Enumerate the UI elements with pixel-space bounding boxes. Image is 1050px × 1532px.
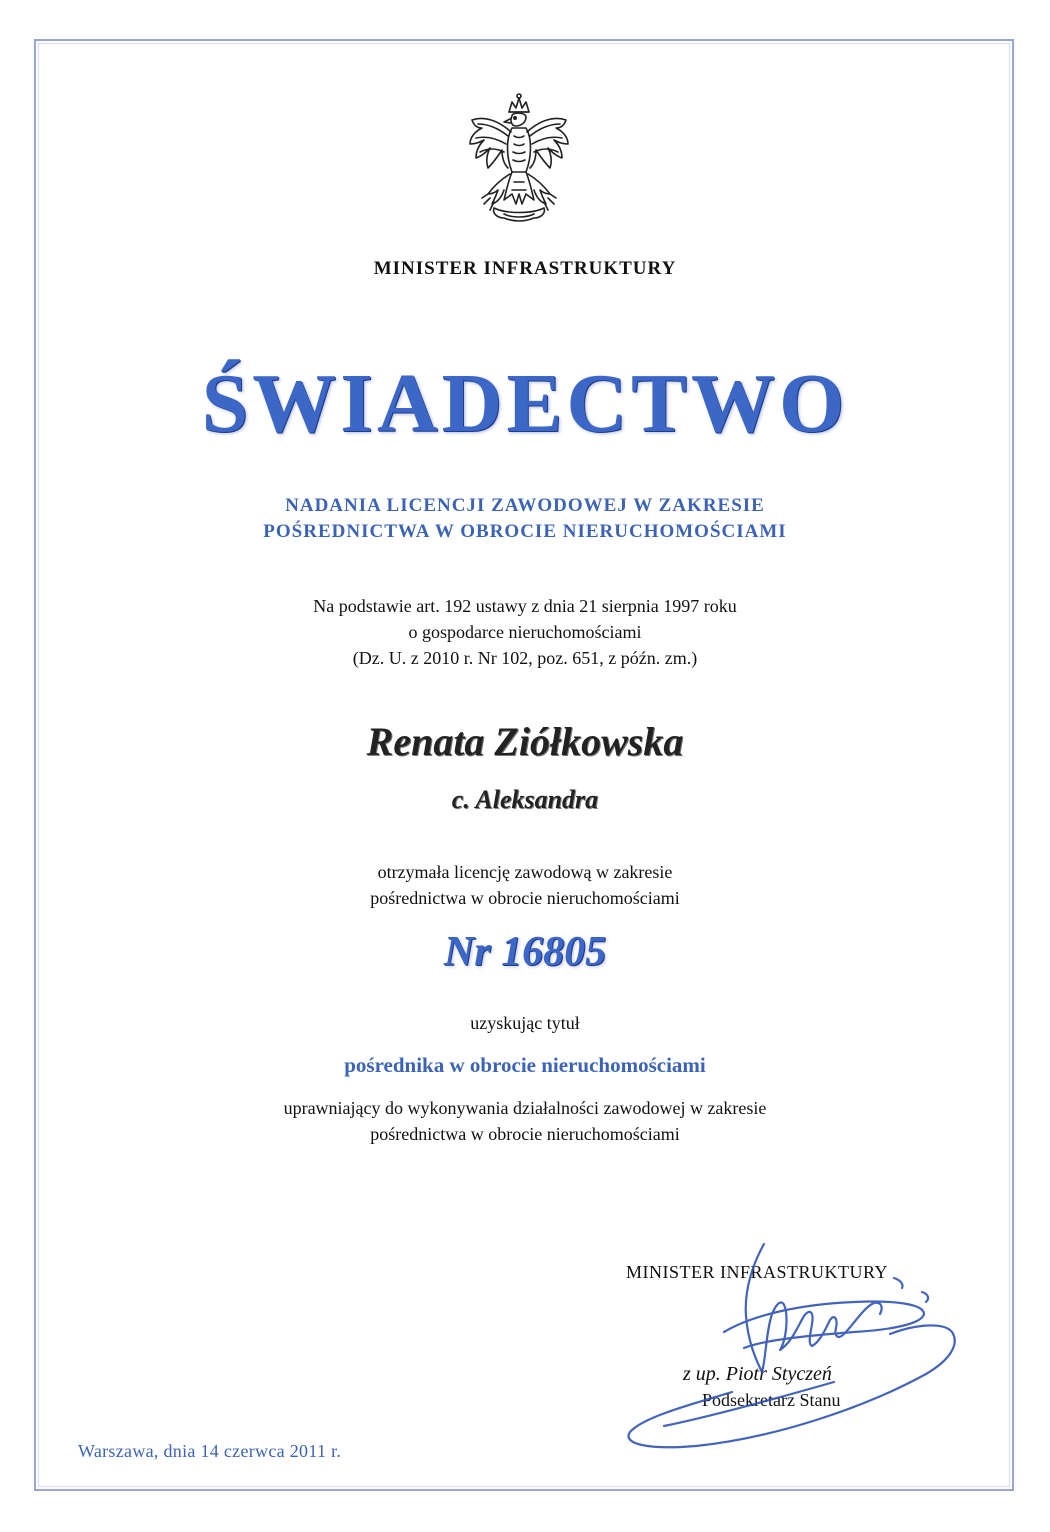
issuer-heading: MINISTER INFRASTRUKTURY (373, 258, 677, 279)
license-number: Nr 16805 (443, 929, 607, 975)
legal-basis-line-1: Na podstawie art. 192 ustawy z dnia 21 sierpnia 1997 roku (313, 596, 737, 616)
document-subtitle-line-1: NADANIA LICENCJI ZAWODOWEJ W ZAKRESIE (285, 495, 765, 516)
document-subtitle-line-2: POŚREDNICTWA W OBROCIE NIERUCHOMOŚCIAMI (263, 521, 787, 542)
holder-name: Renata Ziółkowska (366, 719, 684, 764)
holder-father-name: c. Aleksandra (451, 785, 599, 814)
document-title: ŚWIADECTWO (201, 357, 849, 450)
license-received-line-1: otrzymała licencję zawodową w zakresie (377, 862, 673, 882)
legal-basis-line-2: o gospodarce nieruchomościami (408, 622, 642, 642)
signatory-authorised-name: z up. Piotr Styczeń (683, 1363, 832, 1385)
polish-eagle-icon (454, 90, 584, 240)
entitling-line-2: pośrednictwa w obrocie nieruchomościami (370, 1124, 680, 1144)
signatory-minister: MINISTER INFRASTRUKTURY (626, 1262, 889, 1282)
professional-title: pośrednika w obrocie nieruchomościami (344, 1053, 706, 1077)
handwritten-signature (604, 1232, 984, 1452)
legal-basis-line-3: (Dz. U. z 2010 r. Nr 102, poz. 651, z późn. zm.) (352, 648, 698, 668)
license-received-line-2: pośrednictwa w obrocie nieruchomościami (370, 888, 680, 908)
entitling-line-1: uprawniający do wykonywania działalności zawodowej w zakresie (283, 1098, 767, 1118)
obtaining-title-text: uzyskując tytuł (470, 1013, 580, 1033)
place-and-date: Warszawa, dnia 14 czerwca 2011 r. (78, 1441, 342, 1461)
signatory-role: Podsekretarz Stanu (702, 1390, 841, 1410)
